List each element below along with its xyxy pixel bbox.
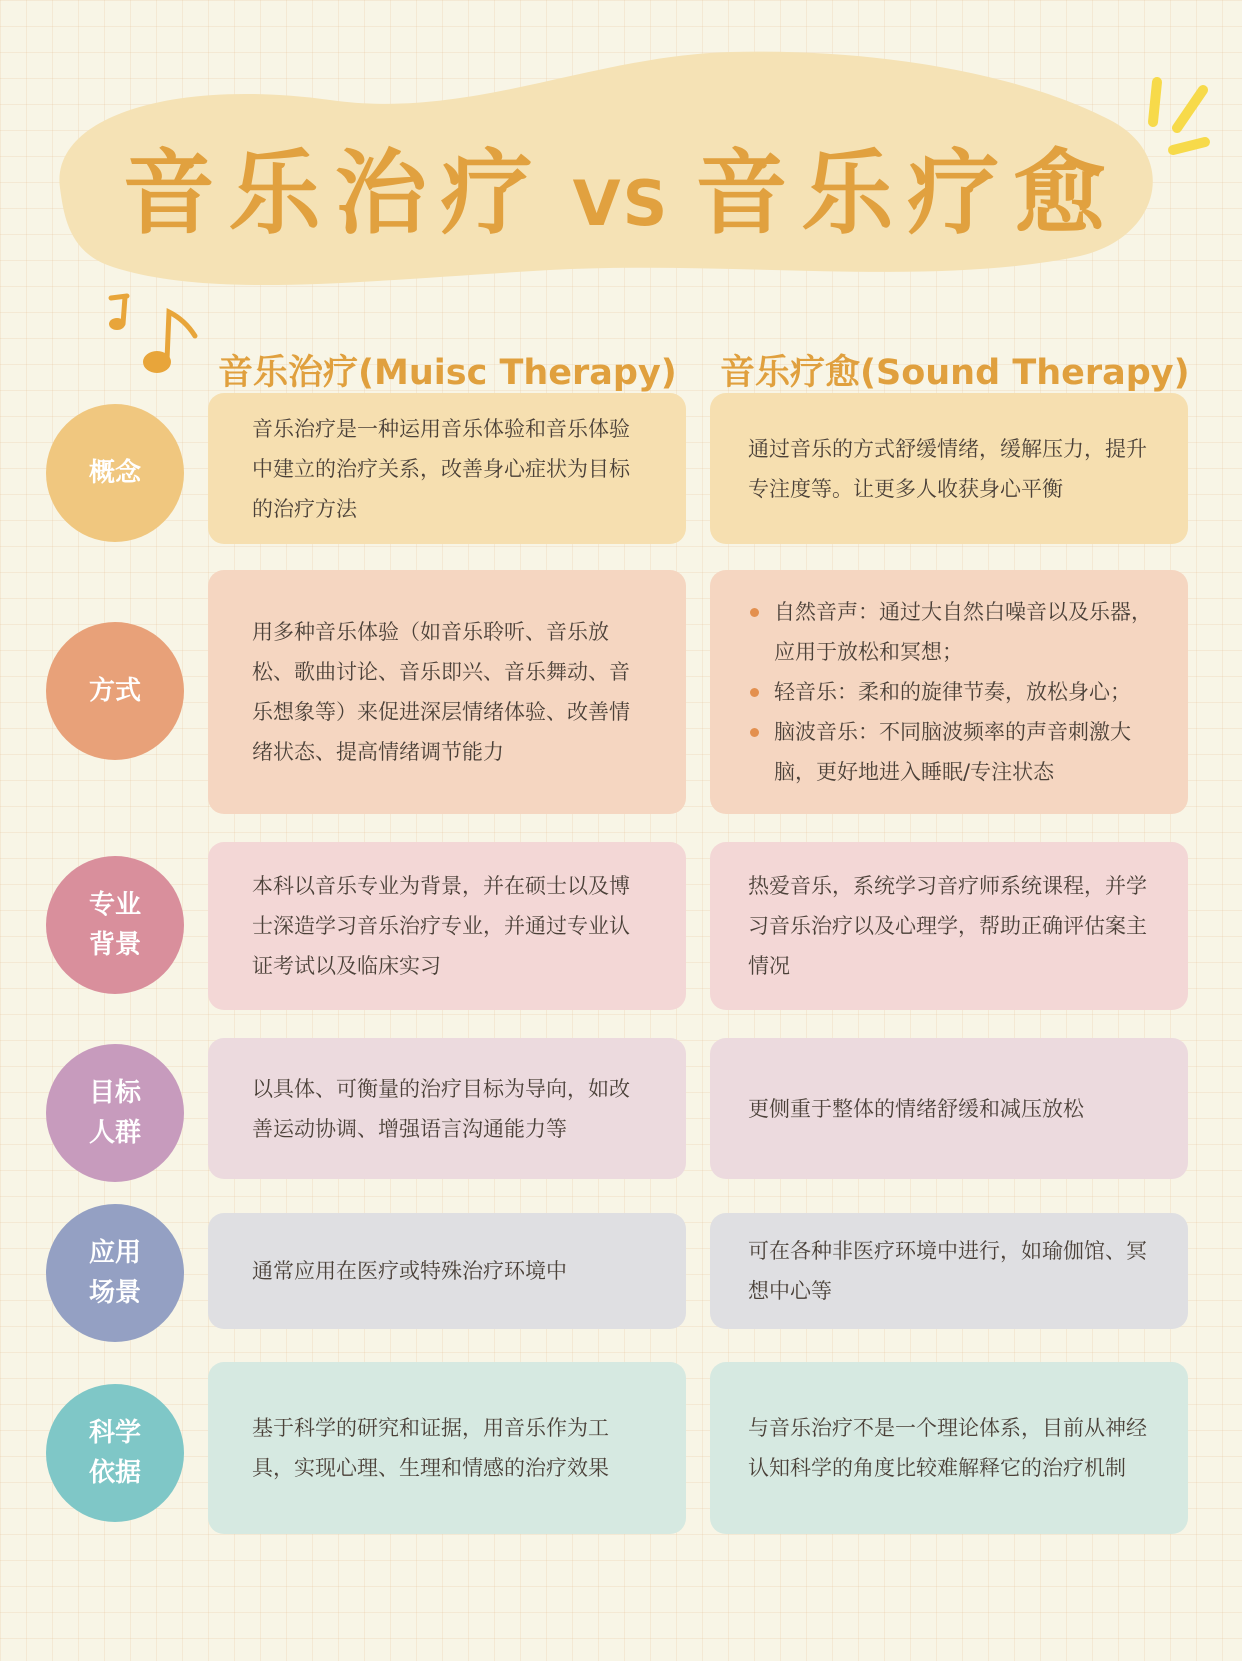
sound-therapy-scientific-basis: 与音乐治疗不是一个理论体系，目前从神经认知科学的角度比较难解释它的治疗机制 (710, 1362, 1188, 1534)
list-item: 脑波音乐：不同脑波频率的声音刺激大脑，更好地进入睡眠/专注状态 (748, 712, 1154, 792)
row-label-target-group: 目标 人群 (46, 1044, 184, 1182)
sound-therapy-background: 热爱音乐，系统学习音疗师系统课程，并学习音乐治疗以及心理学，帮助正确评估案主情况 (710, 842, 1188, 1010)
sound-therapy-method (710, 570, 1188, 814)
sound-therapy-concept: 通过音乐的方式舒缓情绪，缓解压力，提升专注度等。让更多人收获身心平衡 (710, 393, 1188, 544)
title-right: 音乐疗愈 (695, 139, 1120, 247)
sound-therapy-method-list (748, 592, 1154, 792)
music-therapy-target-group: 以具体、可衡量的治疗目标为导向，如改善运动协调、增强语言沟通能力等 (208, 1038, 686, 1179)
row-label-scientific-basis: 科学 依据 (46, 1384, 184, 1522)
row-label-method: 方式 (46, 622, 184, 760)
sound-therapy-application: 可在各种非医疗环境中进行，如瑜伽馆、冥想中心等 (710, 1213, 1188, 1329)
music-therapy-background: 本科以音乐专业为背景，并在硕士以及博士深造学习音乐治疗专业，并通过专业认证考试以及临床实习 (208, 842, 686, 1010)
title-left: 音乐治疗 (122, 139, 547, 247)
music-therapy-scientific-basis: 基于科学的研究和证据，用音乐作为工具，实现心理、生理和情感的治疗效果 (208, 1362, 686, 1534)
title-vs: VS (572, 167, 670, 240)
music-therapy-concept: 音乐治疗是一种运用音乐体验和音乐体验中建立的治疗关系，改善身心症状为目标的治疗方法 (208, 393, 686, 544)
column-header-music-therapy: 音乐治疗(Muisc Therapy) (218, 353, 677, 393)
music-therapy-application: 通常应用在医疗或特殊治疗环境中 (208, 1213, 686, 1329)
column-header-sound-therapy: 音乐疗愈(Sound Therapy) (720, 353, 1190, 393)
music-note-icon (105, 292, 215, 392)
sound-therapy-target-group: 更侧重于整体的情绪舒缓和减压放松 (710, 1038, 1188, 1179)
music-therapy-method: 用多种音乐体验（如音乐聆听、音乐放松、歌曲讨论、音乐即兴、音乐舞动、音乐想象等）来促进深层情绪体验、改善情绪状态、提高情绪调节能力 (208, 570, 686, 814)
list-item: 轻音乐：柔和的旋律节奏，放松身心； (748, 672, 1154, 712)
page-title (0, 120, 1242, 252)
list-item: 自然音声：通过大自然白噪音以及乐器，应用于放松和冥想； (748, 592, 1154, 672)
row-label-application: 应用 场景 (46, 1204, 184, 1342)
row-label-concept: 概念 (46, 404, 184, 542)
row-label-background: 专业 背景 (46, 856, 184, 994)
